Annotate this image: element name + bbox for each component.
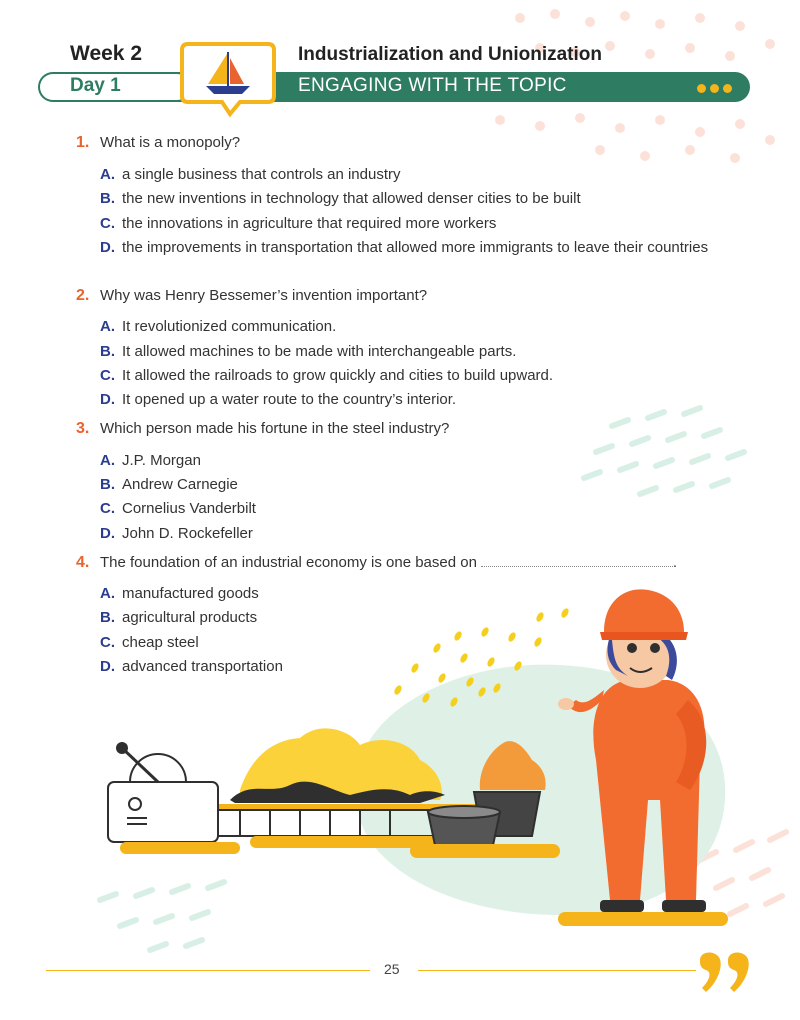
question-3-option-a[interactable] (100, 451, 736, 470)
option-text: John D. Rockefeller (122, 525, 253, 542)
option-letter: B. (100, 476, 115, 493)
sailboat-logo-icon (178, 38, 278, 118)
question-4 (76, 554, 746, 572)
option-text: cheap steel (122, 634, 199, 651)
footer-divider-right (418, 970, 696, 971)
page-title: Industrialization and Unionization (298, 44, 602, 65)
question-2-option-a[interactable] (100, 317, 736, 336)
day-label: Day 1 (70, 75, 121, 96)
question-text: Why was Henry Bessemer’s invention important? (100, 287, 428, 304)
question-text: Which person made his fortune in the steel industry? (100, 420, 450, 437)
option-letter: C. (100, 367, 115, 384)
question-3-option-b[interactable] (100, 475, 736, 494)
question-1-option-d[interactable] (100, 238, 736, 257)
question-3 (76, 420, 746, 438)
question-4-option-a[interactable] (100, 584, 736, 603)
option-letter: C. (100, 500, 115, 517)
option-letter: A. (100, 166, 115, 183)
option-letter: B. (100, 609, 115, 626)
pink-dash-pattern (700, 832, 786, 914)
option-text: It allowed machines to be made with interchangeable parts. (122, 343, 517, 360)
option-letter: A. (100, 318, 115, 335)
question-1-option-c[interactable] (100, 214, 736, 233)
option-text: advanced transportation (122, 658, 283, 675)
section-subtitle: ENGAGING WITH THE TOPIC (298, 75, 567, 96)
option-letter: D. (100, 391, 115, 408)
option-text: It opened up a water route to the country’s interior. (122, 391, 457, 408)
option-letter: B. (100, 190, 115, 207)
question-number: 1. (76, 134, 90, 151)
question-4-option-b[interactable] (100, 608, 736, 627)
option-text: Cornelius Vanderbilt (122, 500, 256, 517)
option-letter: C. (100, 634, 115, 651)
option-text: the new inventions in technology that allowed denser cities to be built (122, 190, 581, 207)
option-text: the innovations in agriculture that required more workers (122, 215, 497, 232)
question-number: 3. (76, 420, 90, 437)
option-letter: D. (100, 658, 115, 675)
page-number: 25 (384, 961, 400, 977)
option-letter: D. (100, 239, 115, 256)
question-4-option-c[interactable] (100, 633, 736, 652)
question-2 (76, 287, 746, 305)
question-4-option-d[interactable] (100, 657, 736, 676)
question-3-option-d[interactable] (100, 524, 736, 543)
question-1-option-a[interactable] (100, 165, 736, 184)
ellipsis-dots-icon (697, 80, 736, 98)
answer-blank[interactable] (481, 556, 673, 567)
question-number: 2. (76, 287, 90, 304)
footer-divider-left (46, 970, 370, 971)
question-1-option-b[interactable] (100, 189, 736, 208)
question-2-option-b[interactable] (100, 342, 736, 361)
question-2-option-d[interactable] (100, 390, 736, 409)
question-number: 4. (76, 554, 90, 571)
option-letter: B. (100, 343, 115, 360)
option-text: It allowed the railroads to grow quickly and cities to build upward. (122, 367, 554, 384)
option-text: a single business that controls an industry (122, 166, 401, 183)
option-text: agricultural products (122, 609, 258, 626)
question-2-option-c[interactable] (100, 366, 736, 385)
option-text: J.P. Morgan (122, 452, 201, 469)
option-text: the improvements in transportation that allowed more immigrants to leave their countries (122, 239, 709, 256)
question-trail: . (672, 554, 678, 571)
option-letter: C. (100, 215, 115, 232)
option-text: It revolutionized communication. (122, 318, 337, 335)
option-letter: A. (100, 585, 115, 602)
question-text: What is a monopoly? (100, 134, 241, 151)
week-label: Week 2 (70, 42, 142, 65)
option-letter: A. (100, 452, 115, 469)
question-3-option-c[interactable] (100, 499, 736, 518)
question-text: The foundation of an industrial economy is one based on (100, 554, 477, 571)
option-text: manufactured goods (122, 585, 259, 602)
option-letter: D. (100, 525, 115, 542)
option-text: Andrew Carnegie (122, 476, 238, 493)
quotation-mark-icon (700, 953, 749, 992)
question-1 (76, 134, 746, 152)
